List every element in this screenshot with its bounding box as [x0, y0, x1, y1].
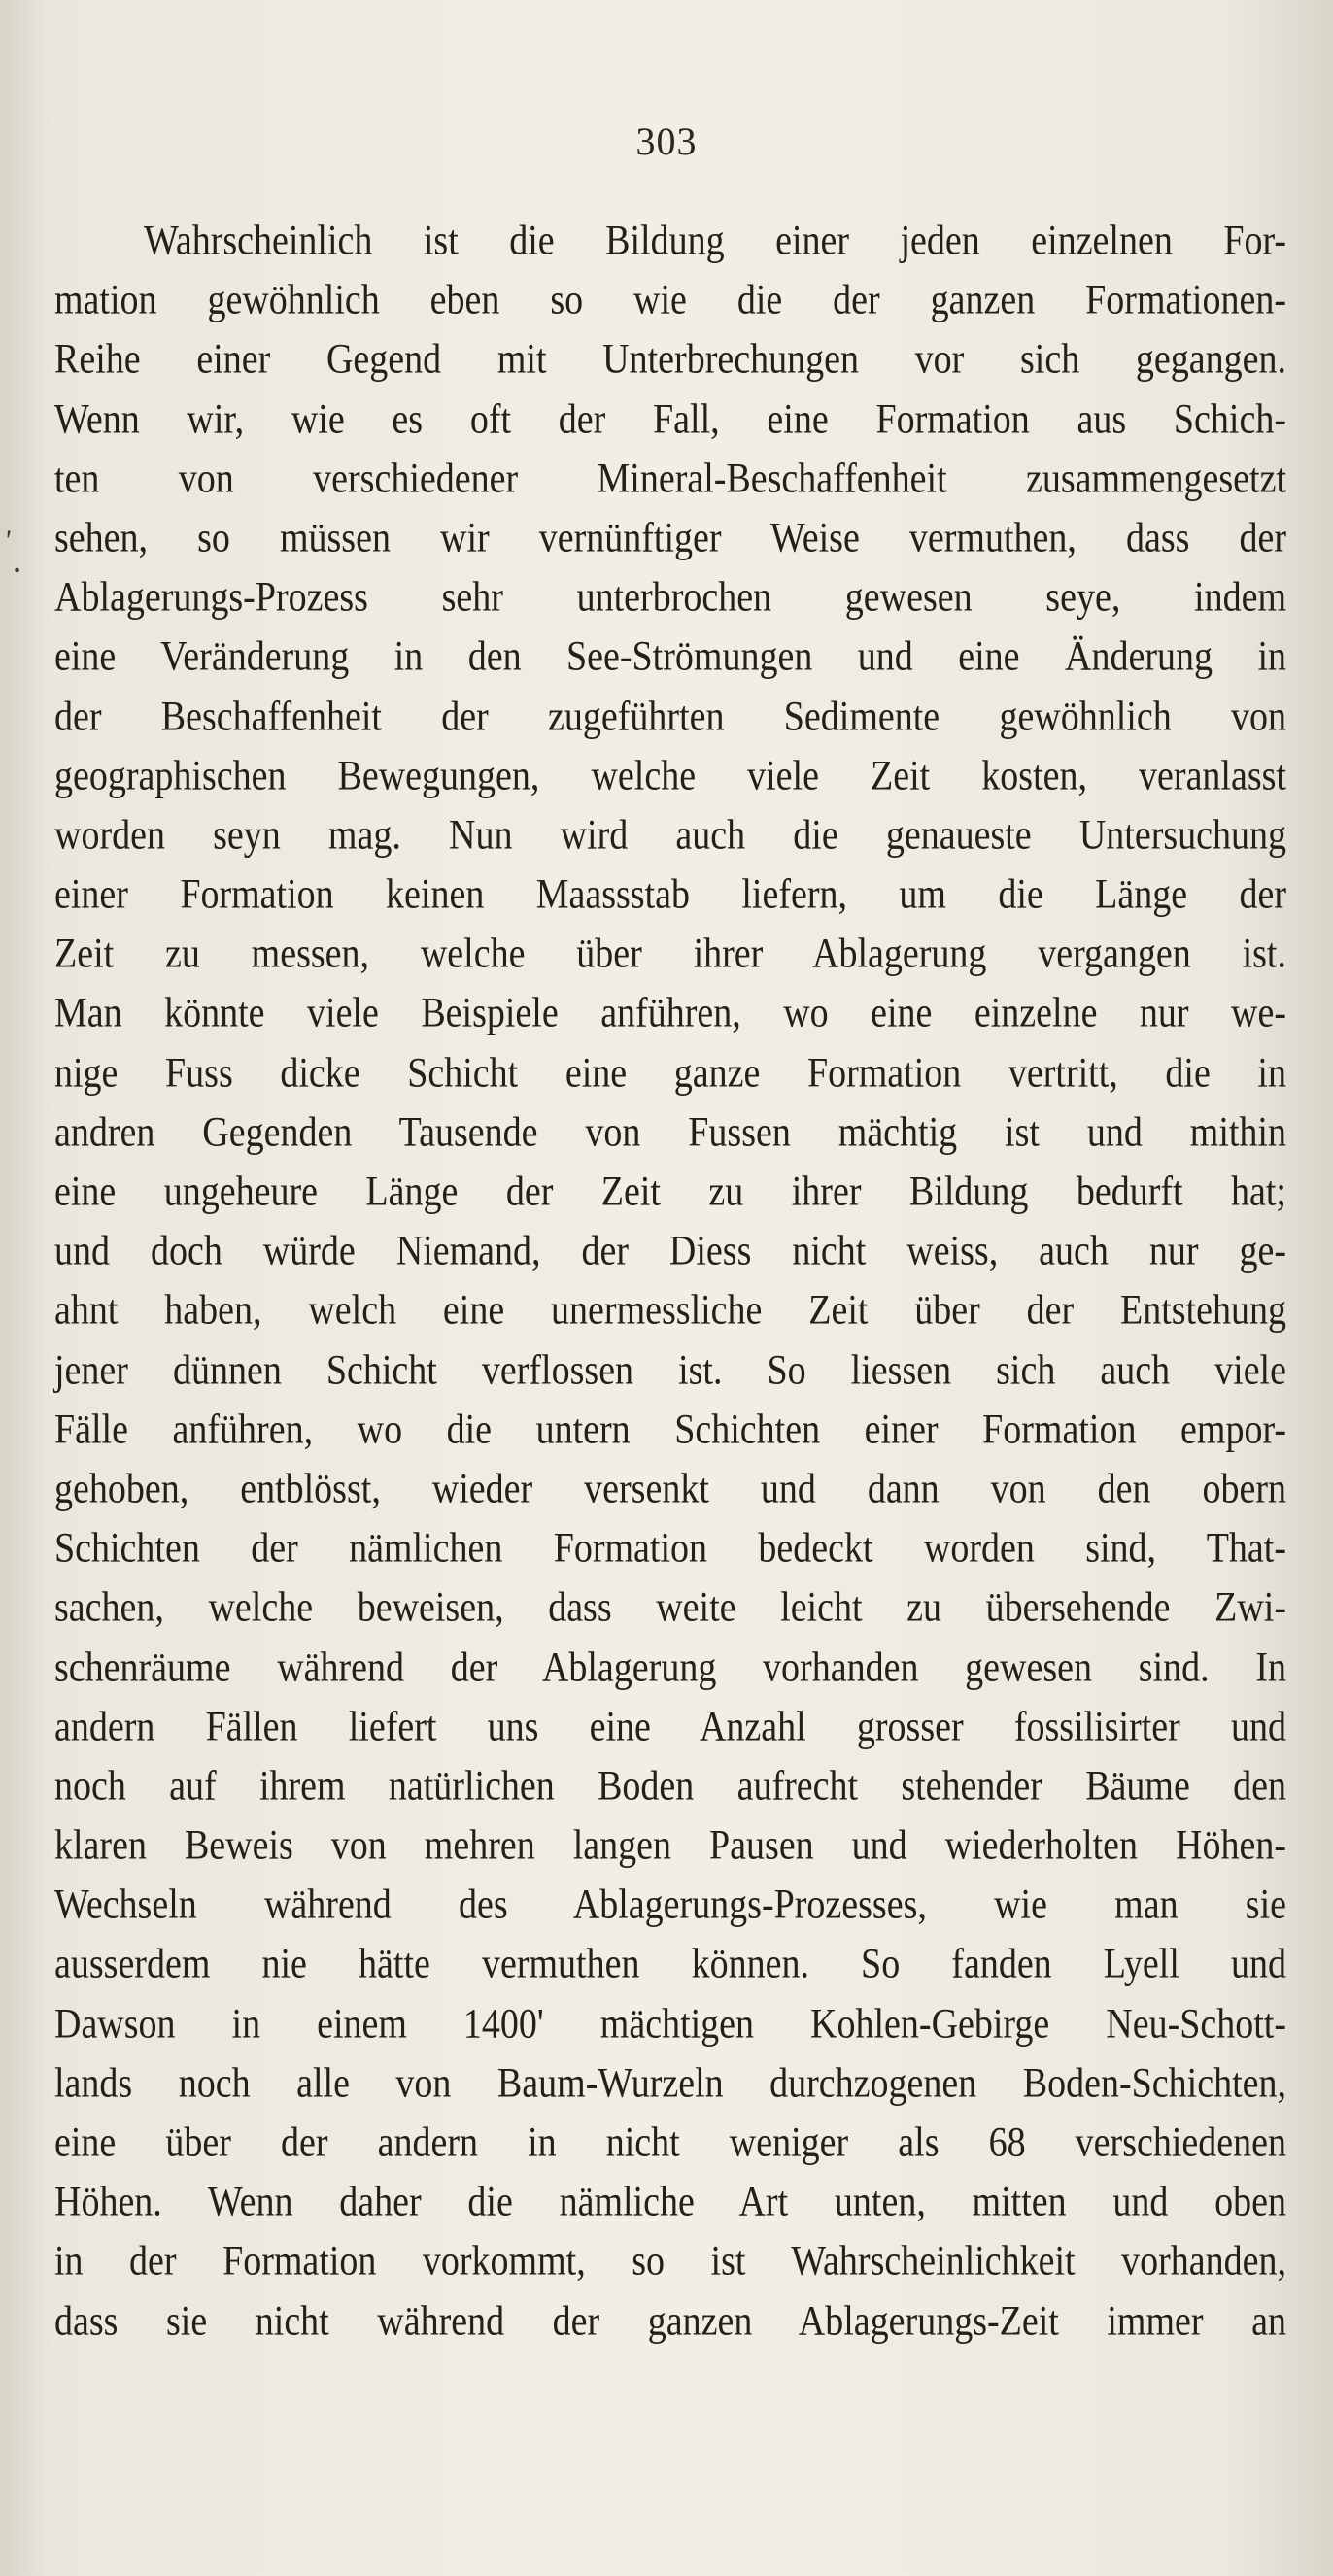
- text-line: ten von verschiedener Mineral-Beschaffenheit zusammengesetzt: [54, 455, 1286, 502]
- text-line: gehoben, entblösst, wieder versenkt und dann von den obern: [54, 1465, 1286, 1512]
- text-line: geographischen Bewegungen, welche viele Zeit kosten, veranlasst: [54, 752, 1286, 799]
- text-line: Wechseln während des Ablagerungs-Prozesses, wie man sie: [54, 1881, 1286, 1929]
- text-line: Reihe einer Gegend mit Unterbrechungen vor sich gegangen.: [54, 336, 1286, 384]
- text-line: und doch würde Niemand, der Diess nicht weiss, auch nur ge-: [54, 1228, 1286, 1275]
- text-line: Zeit zu messen, welche über ihrer Ablagerung vergangen ist.: [54, 931, 1286, 978]
- text-line: schenräume während der Ablagerung vorhanden gewesen sind. In: [54, 1644, 1286, 1691]
- text-line: sehen, so müssen wir vernünftiger Weise vermuthen, dass der: [54, 514, 1286, 561]
- text-line: mation gewöhnlich eben so wie die der ganzen Formationen-: [54, 277, 1286, 324]
- text-line: in der Formation vorkommt, so ist Wahrscheinlichkeit vorhanden,: [54, 2238, 1286, 2286]
- text-line: Schichten der nämlichen Formation bedeckt worden sind, That-: [54, 1525, 1286, 1572]
- text-line: der Beschaffenheit der zugeführten Sedimente gewöhnlich von: [54, 693, 1286, 740]
- text-line: nige Fuss dicke Schicht eine ganze Formation vertritt, die in: [54, 1049, 1286, 1097]
- text-line: Wenn wir, wie es oft der Fall, eine Formation aus Schich-: [54, 395, 1286, 443]
- text-line: Wahrscheinlich ist die Bildung einer jeden einzelnen For-: [144, 217, 1286, 264]
- text-line: Fälle anführen, wo die untern Schichten einer Formation empor-: [54, 1406, 1286, 1453]
- text-line: eine ungeheure Länge der Zeit zu ihrer Bildung bedurft hat;: [54, 1168, 1286, 1215]
- text-line: klaren Beweis von mehren langen Pausen und wiederholten Höhen-: [54, 1822, 1286, 1869]
- text-line: ahnt haben, welch eine unermessliche Zeit über der Entstehung: [54, 1287, 1286, 1335]
- text-line: Ablagerungs-Prozess sehr unterbrochen gewesen seye, indem: [54, 574, 1286, 621]
- text-line: Dawson in einem 1400' mächtigen Kohlen-Gebirge Neu-Schott-: [54, 2000, 1286, 2048]
- text-line: sachen, welche beweisen, dass weite leicht zu übersehende Zwi-: [54, 1584, 1286, 1632]
- text-line: noch auf ihrem natürlichen Boden aufrecht stehender Bäume den: [54, 1762, 1286, 1810]
- text-line: andren Gegenden Tausende von Fussen mächtig ist und mithin: [54, 1108, 1286, 1156]
- page-number: 303: [635, 119, 698, 163]
- text-line: Höhen. Wenn daher die nämliche Art unten, mitten und oben: [54, 2179, 1286, 2226]
- text-line: worden seyn mag. Nun wird auch die genaueste Untersuchung: [54, 811, 1286, 859]
- margin-mark-dot: .: [14, 549, 20, 579]
- text-line: einer Formation keinen Maassstab liefern, um die Länge der: [54, 871, 1286, 918]
- text-line: ausserdem nie hätte vermuthen können. So fanden Lyell und: [54, 1941, 1286, 1988]
- text-line: andern Fällen liefert uns eine Anzahl grosser fossilisirter und: [54, 1703, 1286, 1750]
- text-line: eine über der andern in nicht weniger als 68 verschiedenen: [54, 2118, 1286, 2166]
- margin-mark-quote: ': [4, 525, 11, 557]
- body-text: [54, 212, 1286, 2352]
- text-line: dass sie nicht während der ganzen Ablagerungs-Zeit immer an: [54, 2297, 1286, 2345]
- text-line: jener dünnen Schicht verflossen ist. So liessen sich auch viele: [54, 1346, 1286, 1394]
- text-line: Man könnte viele Beispiele anführen, wo eine einzelne nur we-: [54, 990, 1286, 1037]
- text-line: lands noch alle von Baum-Wurzeln durchzogenen Boden-Schichten,: [54, 2059, 1286, 2107]
- text-line: eine Veränderung in den See-Strömungen und eine Änderung in: [54, 633, 1286, 681]
